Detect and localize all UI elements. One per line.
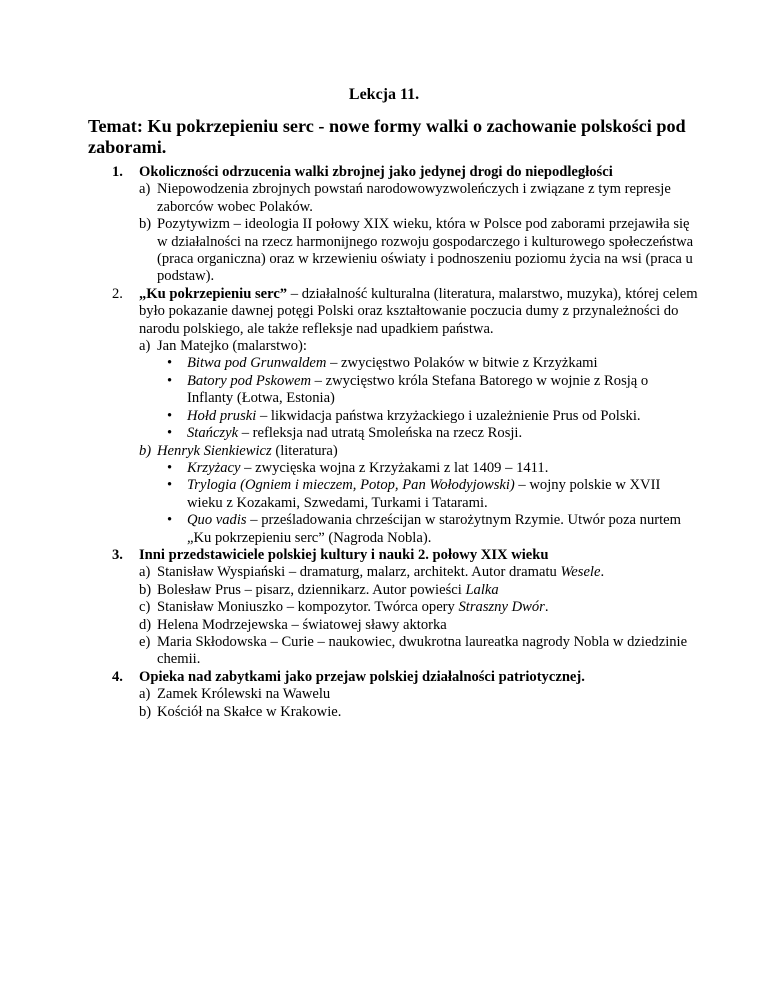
item-text: Pozytywizm – ideologia II połowy XIX wieku, która w Polsce pod zaborami przejawiła się w działalności na rzecz harmonijnego rozwoju gospodarczego i kulturowego społeczeństwa (praca organiczna) oraz w krzewieniu oświaty i podnoszeniu poziomu życia na wsi (praca u podstaw). — [157, 216, 694, 285]
lesson-body — [88, 164, 698, 721]
work-title: Stańczyk — [187, 425, 239, 442]
bullet-icon: • — [167, 459, 173, 476]
bullet-icon: • — [167, 355, 173, 372]
section-heading: Opieka nad zabytkami jako przejaw polskiej działalności patriotycznej. — [139, 668, 585, 685]
section-intro — [139, 286, 698, 338]
item-text: (literatura) — [271, 442, 338, 459]
section-intro-text: – działalność kulturalna (literatura, malarstwo, muzyka), której celem było pokazanie dawnej potęgi Polski oraz kształtowanie poczucia dumy z przynależności do narodu polskiego, ale także refleksje nad upadkiem państwa. — [139, 285, 698, 337]
section-1 — [88, 164, 698, 286]
bullet-icon: • — [167, 477, 173, 494]
item-text: Niepowodzenia zbrojnych powstań narodowowyzwoleńczych i związane z tym represje zaborców wobec Polaków. — [157, 181, 671, 215]
work-title: Batory pod Pskowem — [187, 372, 312, 389]
bullet-item — [139, 355, 698, 372]
item-text: Bolesław Prus – pisarz, dziennikarz. Autor powieści — [157, 581, 466, 598]
work-title: Lalka — [465, 581, 499, 598]
list-item — [139, 181, 698, 216]
monuments-list — [139, 686, 698, 721]
item-label: d) — [139, 616, 152, 633]
item-text: Stanisław Wyspiański – dramaturg, malarz, architekt. Autor dramatu — [157, 564, 561, 581]
section-number: 4. — [112, 668, 123, 685]
item-label: a) — [139, 686, 151, 703]
matejko-works — [139, 355, 698, 442]
item-label: b) — [139, 703, 152, 720]
bullet-item — [139, 408, 698, 425]
bullet-icon: • — [167, 407, 173, 424]
work-description: – prześladowania chrześcijan w starożytnym Rzymie. Utwór poza nurtem „Ku pokrzepieniu serc” (Nagroda Nobla). — [187, 512, 682, 546]
list-item — [139, 338, 698, 355]
list-item — [139, 564, 698, 581]
bullet-item — [139, 460, 698, 477]
item-label: c) — [139, 599, 151, 616]
list-item — [139, 686, 698, 703]
section-heading: Okoliczności odrzucenia walki zbrojnej jako jedynej drogi do niepodległości — [139, 164, 613, 180]
section-4 — [88, 669, 698, 721]
list-item — [139, 443, 698, 460]
section-2 — [88, 286, 698, 547]
item-label: b) — [139, 442, 152, 459]
item-tail: . — [544, 599, 549, 616]
work-title: Trylogia (Ogniem i mieczem, Potop, Pan Wołodyjowski) — [187, 477, 515, 494]
item-label: a) — [139, 181, 151, 198]
work-description: – wojny polskie w XVII wieku z Kozakami, Szwedami, Turkami i Tatarami. — [187, 477, 661, 511]
item-text: Jan Matejko (malarstwo): — [157, 338, 307, 355]
culture-people-list — [139, 564, 698, 668]
work-title: Bitwa pod Grunwaldem — [187, 355, 327, 372]
bullet-item — [139, 373, 698, 408]
section-number: 3. — [112, 546, 123, 563]
work-title: Wesele — [560, 564, 601, 581]
item-text: Helena Modrzejewska – światowej sławy aktorka — [157, 616, 447, 633]
bullet-icon: • — [167, 512, 173, 529]
list-item — [139, 582, 698, 599]
bullet-icon: • — [167, 425, 173, 442]
work-description: – zwycięstwo Polaków w bitwie z Krzyżkami — [326, 355, 598, 372]
work-title: Straszny Dwór — [458, 599, 545, 616]
work-description: – zwycięstwo króla Stefana Batorego w wojnie z Rosją o Inflanty (Łotwa, Estonia) — [187, 372, 649, 407]
bullet-item — [139, 512, 698, 547]
item-label: e) — [139, 633, 151, 650]
lesson-title: Lekcja 11. — [348, 86, 420, 103]
bullet-item — [139, 477, 698, 512]
item-label: a) — [139, 564, 151, 581]
section-3 — [88, 547, 698, 669]
section-heading: „Ku pokrzepieniu serc” — [139, 285, 288, 302]
section-number: 1. — [112, 164, 123, 180]
item-text: Stanisław Moniuszko – kompozytor. Twórca opery — [157, 599, 459, 616]
list-item — [139, 599, 698, 616]
sienkiewicz-works — [139, 460, 698, 547]
work-description: – zwycięska wojna z Krzyżakami z lat 1409 – 1411. — [240, 459, 549, 476]
bullet-item — [139, 425, 698, 442]
work-description: – refleksja nad utratą Smoleńska na rzecz Rosji. — [238, 425, 523, 442]
item-text: Zamek Królewski na Wawelu — [157, 686, 331, 703]
lesson-topic: Temat: Ku pokrzepieniu serc - nowe formy walki o zachowanie polskości pod zaborami. — [88, 116, 686, 157]
work-title: Quo vadis — [187, 512, 247, 529]
list-item — [139, 704, 698, 721]
work-title: Krzyżacy — [187, 459, 241, 476]
item-text: Maria Skłodowska – Curie – naukowiec, dwukrotna laureatka nagrody Nobla w dziedzinie chemii. — [157, 633, 688, 668]
work-title: Hołd pruski — [187, 407, 257, 424]
section-number: 2. — [112, 285, 123, 302]
list-item — [139, 216, 698, 286]
list-item — [139, 634, 698, 669]
item-text: Kościół na Skałce w Krakowie. — [157, 703, 342, 720]
section-heading: Inni przedstawiciele polskiej kultury i nauki 2. połowy XIX wieku — [139, 546, 549, 563]
item-tail: . — [600, 564, 605, 581]
item-label: b) — [139, 581, 152, 598]
item-label: b) — [139, 216, 152, 233]
item-name: Henryk Sienkiewicz — [157, 442, 272, 459]
item-label: a) — [139, 338, 151, 355]
work-description: – likwidacja państwa krzyżackiego i uzależnienie Prus od Polski. — [256, 407, 641, 424]
bullet-icon: • — [167, 372, 173, 389]
list-item — [139, 617, 698, 634]
